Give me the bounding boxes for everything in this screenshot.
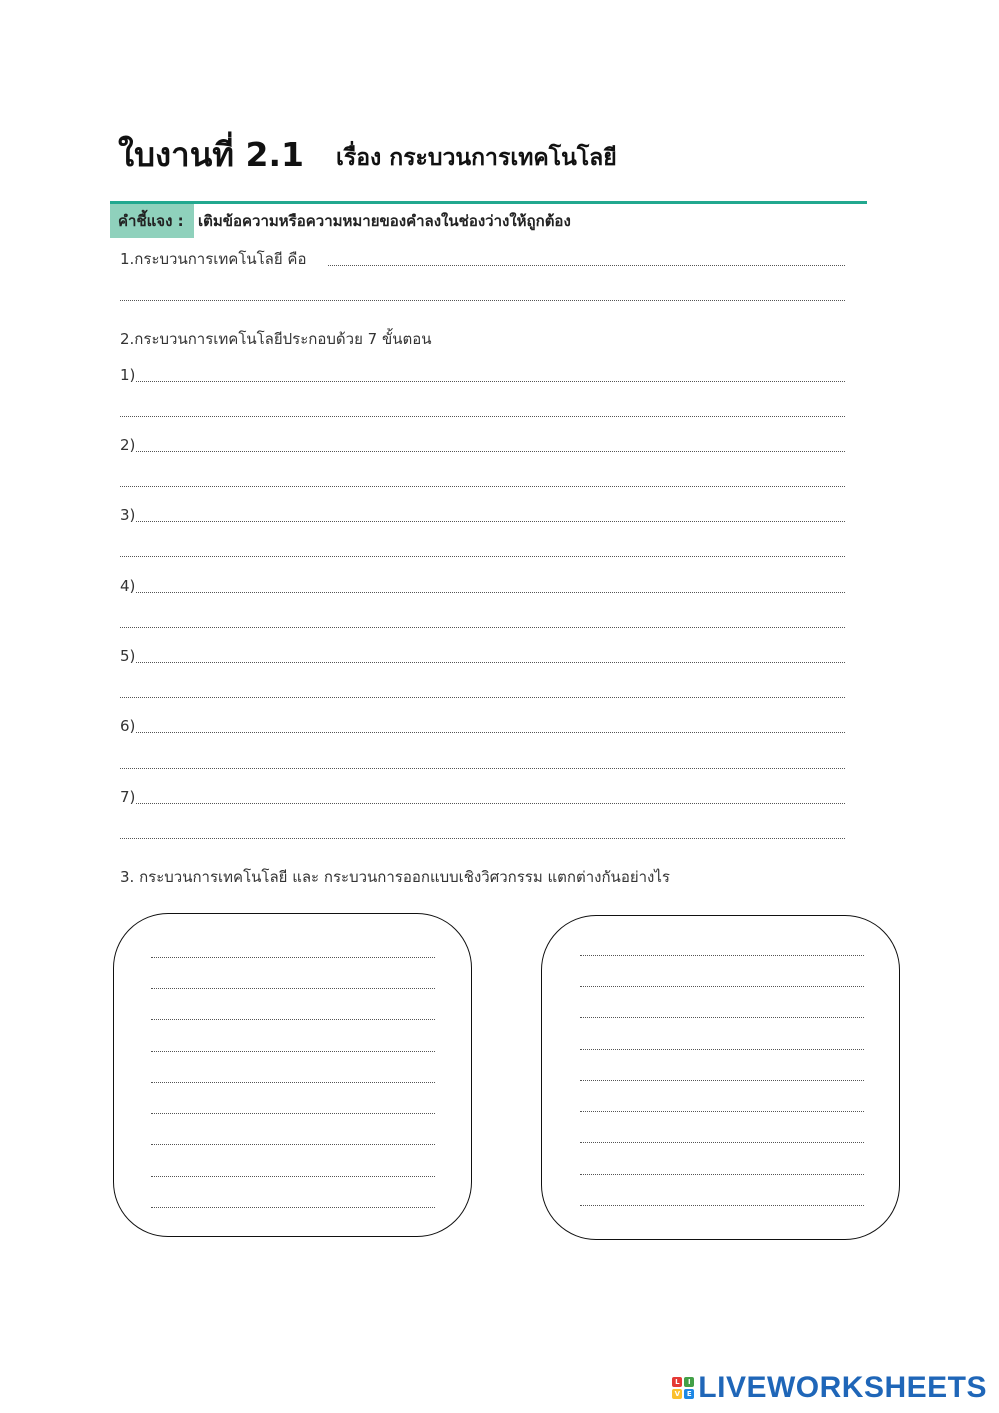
answer-line-step-5-a[interactable] [136,662,845,663]
answer-line-q1-b[interactable] [120,300,845,301]
answer-line-q1-a[interactable] [328,265,845,266]
answer-line-step-2-a[interactable] [136,451,845,452]
answer-box-left-line-6[interactable] [151,1113,435,1114]
answer-box-left-line-1[interactable] [151,957,435,958]
answer-box-left-line-8[interactable] [151,1176,435,1177]
answer-line-step-5-b[interactable] [120,697,845,698]
answer-box-left-line-7[interactable] [151,1144,435,1145]
question-1-label: 1.กระบวนการเทคโนโลยี คือ [120,250,307,268]
answer-line-step-1-b[interactable] [120,416,845,417]
answer-box-right-line-2[interactable] [580,986,864,987]
liveworksheets-logo-icon [672,1377,694,1399]
worksheet-subject: เรื่อง กระบวนการเทคโนโลยี [336,145,617,171]
question-2-label: 2.กระบวนการเทคโนโลยีประกอบด้วย 7 ขั้นตอน [120,330,432,348]
answer-box-right-line-1[interactable] [580,955,864,956]
answer-line-step-7-a[interactable] [136,803,845,804]
answer-line-step-3-b[interactable] [120,556,845,557]
step-7-label: 7) [120,788,136,806]
step-1-label: 1) [120,366,136,384]
logo-letter-e: E [684,1389,694,1399]
step-2-label: 2) [120,436,136,454]
answer-box-left[interactable] [113,913,472,1237]
answer-box-left-line-2[interactable] [151,988,435,989]
question-3-label: 3. กระบวนการเทคโนโลยี และ กระบวนการออกแบบเชิงวิศวกรรม แตกต่างกันอย่างไร [120,868,670,886]
logo-letter-l: L [672,1377,682,1387]
liveworksheets-brand [672,1371,987,1405]
answer-line-step-6-a[interactable] [136,732,845,733]
logo-letter-v: V [672,1389,682,1399]
logo-letter-i: I [684,1377,694,1387]
answer-line-step-4-b[interactable] [120,627,845,628]
answer-line-step-1-a[interactable] [136,381,845,382]
answer-box-right-line-8[interactable] [580,1174,864,1175]
answer-box-right-line-7[interactable] [580,1142,864,1143]
answer-box-right-line-5[interactable] [580,1080,864,1081]
answer-line-step-7-b[interactable] [120,838,845,839]
step-3-label: 3) [120,506,136,524]
answer-box-right-line-3[interactable] [580,1017,864,1018]
instructions-text: เติมข้อความหรือความหมายของคำลงในช่องว่างให้ถูกต้อง [198,212,571,230]
answer-box-right-line-9[interactable] [580,1205,864,1206]
step-4-label: 4) [120,577,136,595]
answer-box-right-line-4[interactable] [580,1049,864,1050]
answer-line-step-4-a[interactable] [136,592,845,593]
answer-box-right-line-6[interactable] [580,1111,864,1112]
step-5-label: 5) [120,647,136,665]
answer-box-left-line-4[interactable] [151,1051,435,1052]
worksheet-title: ใบงานที่ 2.1 [118,135,304,174]
answer-line-step-6-b[interactable] [120,768,845,769]
step-6-label: 6) [120,717,136,735]
instructions-label: คำชี้แจง : [110,204,194,238]
answer-line-step-2-b[interactable] [120,486,845,487]
answer-box-left-line-5[interactable] [151,1082,435,1083]
answer-box-left-line-9[interactable] [151,1207,435,1208]
answer-line-step-3-a[interactable] [136,521,845,522]
answer-box-right[interactable] [541,915,900,1240]
answer-box-left-line-3[interactable] [151,1019,435,1020]
liveworksheets-wordmark: LIVEWORKSHEETS [698,1371,987,1404]
